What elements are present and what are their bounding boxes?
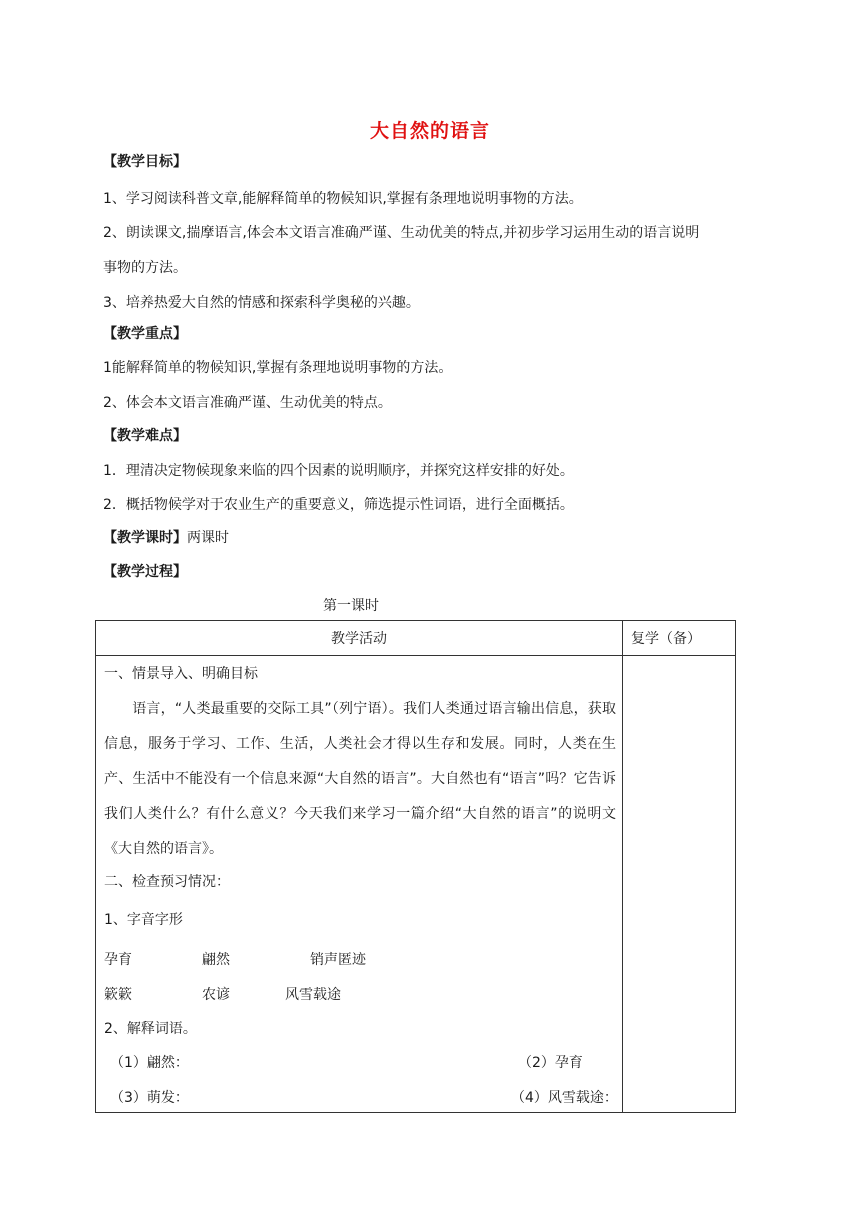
- word-xiaoshengniji: 销声匿迹: [310, 952, 366, 968]
- word-yunyu: 孕育: [104, 952, 132, 968]
- word-pianran: 翩然: [202, 952, 230, 968]
- objectives-heading: 【教学目标】: [103, 154, 187, 170]
- class-hours-value: 两课时: [187, 530, 229, 546]
- intro-paragraph: [104, 692, 616, 867]
- session-title: 第一课时: [323, 598, 379, 614]
- lesson-table: [95, 620, 736, 1113]
- difficulty-item-2: 2．概括物候学对于农业生产的重要意义，筛选提示性词语，进行全面概括。: [103, 497, 574, 513]
- key-points-heading: 【教学重点】: [103, 326, 187, 342]
- key-point-item-2: 2、体会本文语言准确严谨、生动优美的特点。: [103, 395, 392, 411]
- class-hours-line: [103, 528, 229, 548]
- section2-title: 二、检查预习情况：: [104, 874, 230, 890]
- term-1: （1）翩然：: [110, 1055, 189, 1071]
- sub1-title: 1、字音字形: [104, 912, 183, 928]
- objective-item-2: 2、朗读课文,揣摩语言,体会本文语言准确严谨、生动优美的特点,并初步学习运用生动的语言说明: [103, 225, 700, 241]
- term-3: （3）萌发：: [110, 1090, 189, 1106]
- class-hours-heading: 【教学课时】: [103, 530, 187, 546]
- intro-paragraph-text: 语言，“人类最重要的交际工具”（列宁语）。我们人类通过语言输出信息，获取信息，服务于学习、工作、生活，人类社会才得以生存和发展。同时，人类在生产、生活中不能没有一个信息来源“大自然的语言”。大自然也有“语言”吗？它告诉我们人类什么？有什么意义？今天我们来学习一篇介绍“大自然的语言”的说明文《大自然的语言》。: [104, 701, 616, 857]
- header-review: 复学（备）: [623, 621, 736, 656]
- word-nongyan: 农谚: [202, 987, 230, 1003]
- document-title: 大自然的语言: [369, 120, 490, 142]
- key-point-item-1: 1能解释简单的物候知识,掌握有条理地说明事物的方法。: [103, 360, 453, 376]
- process-heading: 【教学过程】: [103, 564, 187, 580]
- objective-item-2-continued: 事物的方法。: [103, 260, 187, 276]
- sub2-title: 2、解释词语。: [104, 1021, 197, 1037]
- term-4: （4）风雪载途：: [511, 1090, 618, 1106]
- objective-item-1: 1、学习阅读科普文章,能解释简单的物候知识,掌握有条理地说明事物的方法。: [103, 191, 583, 207]
- word-fengxuezaitu: 风雪载途: [285, 987, 341, 1003]
- section1-title: 一、情景导入、明确目标: [104, 666, 258, 682]
- header-activity: 教学活动: [96, 621, 623, 656]
- review-cell: [623, 656, 736, 1113]
- activity-cell: [96, 656, 623, 1113]
- objective-item-3: 3、培养热爱大自然的情感和探索科学奥秘的兴趣。: [103, 295, 420, 311]
- word-susu: 簌簌: [104, 987, 132, 1003]
- term-2: （2）孕育: [518, 1055, 583, 1071]
- difficulties-heading: 【教学难点】: [103, 428, 187, 444]
- difficulty-item-1: 1．理清决定物候现象来临的四个因素的说明顺序，并探究这样安排的好处。: [103, 463, 574, 479]
